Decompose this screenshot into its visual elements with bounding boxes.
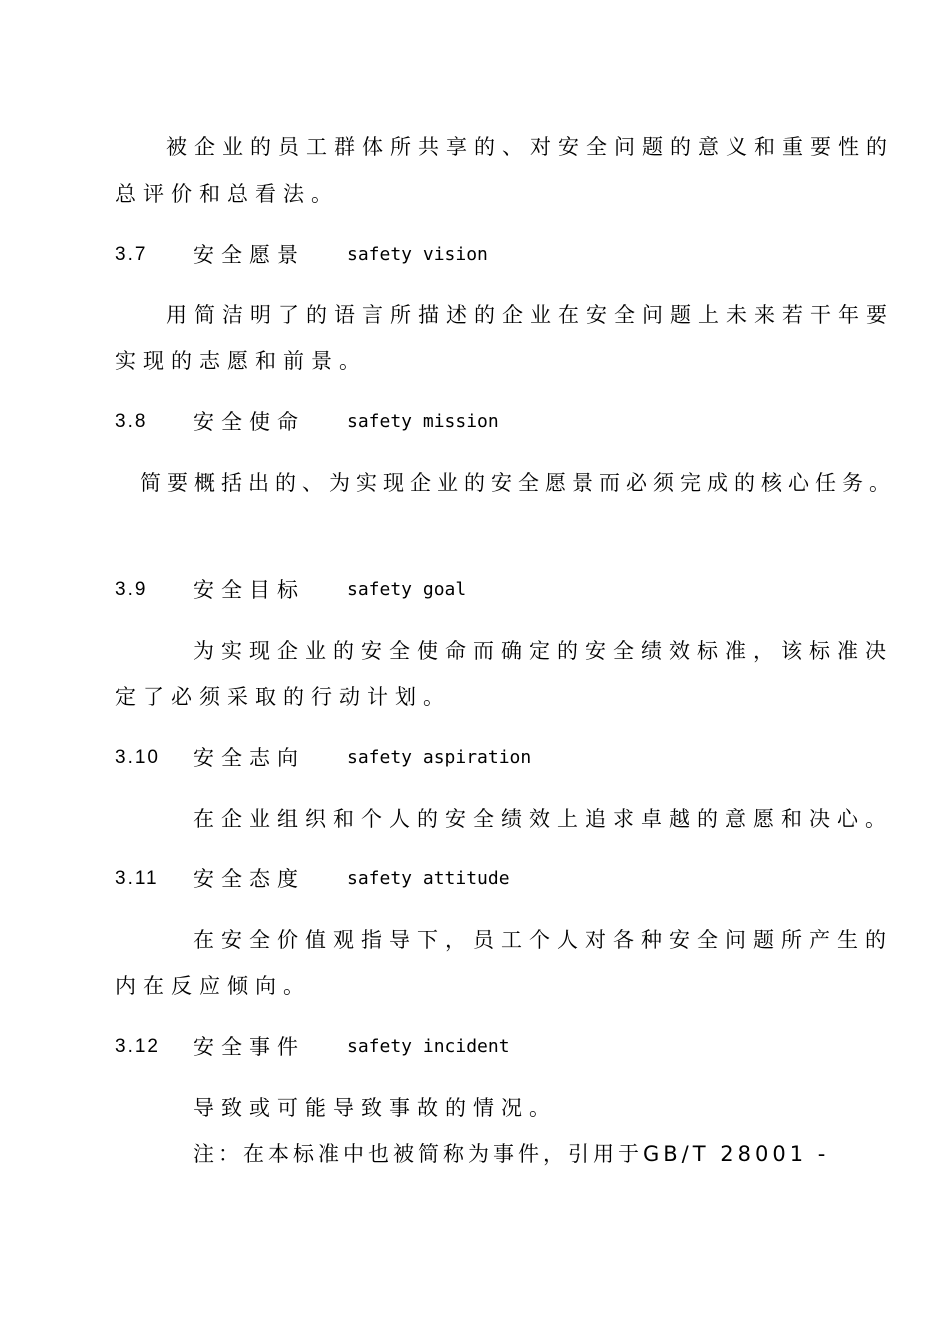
section-number-3-10: 3.10 [115,747,160,768]
definition-3-8-line-1: 简要概括出的、为实现企业的安全愿景而必须完成的核心任务。 [140,471,896,495]
term-english-3-11: safety attitude [347,868,510,889]
definition-3-11-line-2: 内在反应倾向。 [115,974,311,998]
section-number-3-12: 3.12 [115,1036,160,1057]
definition-3-7-line-2: 实现的志愿和前景。 [115,349,367,373]
section-number-3-11: 3.11 [115,868,159,889]
definition-3-9-line-2: 定了必须采取的行动计划。 [115,685,451,709]
definition-3-9-line-1: 为实现企业的安全使命而确定的安全绩效标准，该标准决 [193,639,893,663]
definition-3-7-line-1: 用简洁明了的语言所描述的企业在安全问题上未来若干年要 [166,303,894,327]
definition-3-11-line-1: 在安全价值观指导下，员工个人对各种安全问题所产生的 [193,928,893,952]
term-3-12: 安全事件 [193,1035,305,1059]
term-english-3-12: safety incident [347,1036,510,1057]
term-3-11: 安全态度 [193,867,305,891]
intro-line-2: 总评价和总看法。 [115,182,339,206]
term-3-8: 安全使命 [193,410,305,434]
term-3-9: 安全目标 [193,578,305,602]
term-english-3-8: safety mission [347,411,499,432]
term-english-3-7: safety vision [347,244,488,265]
intro-line-1: 被企业的员工群体所共享的、对安全问题的意义和重要性的 [166,135,894,159]
section-number-3-7: 3.7 [115,244,148,265]
section-number-3-9: 3.9 [115,579,148,600]
term-3-7: 安全愿景 [193,243,305,267]
section-number-3-8: 3.8 [115,411,148,432]
term-english-3-10: safety aspiration [347,747,532,768]
definition-3-12-note: 注：在本标准中也被简称为事件，引用于GB/T 28001 - [193,1142,830,1166]
definition-3-10-line-1: 在企业组织和个人的安全绩效上追求卓越的意愿和决心。 [193,807,893,831]
term-english-3-9: safety goal [347,579,467,600]
term-3-10: 安全志向 [193,746,305,770]
definition-3-12-line-1: 导致或可能导致事故的情况。 [193,1096,557,1120]
